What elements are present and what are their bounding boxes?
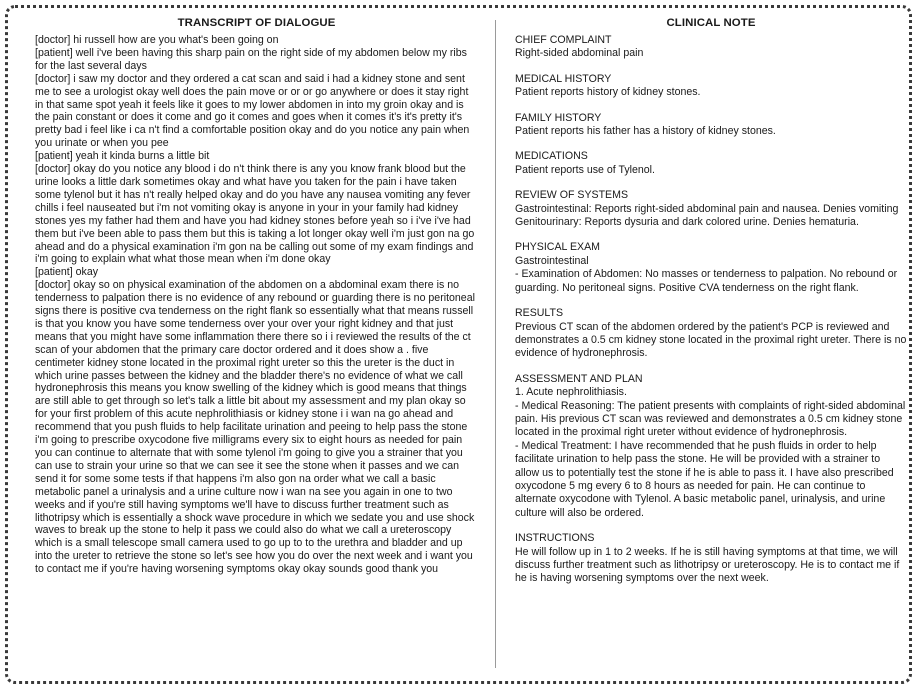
section-title: REVIEW OF SYSTEMS — [515, 189, 629, 202]
dialogue-turn: [doctor] i saw my doctor and they ordered a cat scan and said i had a kidney stone and sent me to see a urologist okay well does the pain move or or or go anywhere or does it stay right in that same spot yeah it feels like it goes to my lower abdomen in into my groin okay and is the pain constant or does it come and go it comes and goes when it comes it's it's pretty it's pretty bad i feel like i ca n't find a comfortable position okay and do you notice any pain when you urinate or when you pee — [35, 72, 470, 150]
section-instructions — [515, 532, 907, 586]
dialogue-turn: [doctor] okay do you notice any blood i do n't think there is any you know frank blood but the urine looks a little dark sometimes okay and what have you taken for the pain i have taken some tylenol but it has n't really helped okay and do you have any nausea vomiting any fever chills i feel nauseated but i'm not vomiting okay is anyone in your in your family had kidney stones yes my father had them and have you had kidney stones before yeah so i i've i've had them but i've been able to pass them but this is taking a lot longer okay well i'm just gon na go ahead and do a physical examination i'm gon na be calling out some of my exam findings and i'm going to explain what what those mean when i'm done okay — [35, 163, 475, 266]
section-line: - Medical Reasoning: The patient presents with complaints of right-sided abdominal pain. His previous CT scan was reviewed and demonstrates a 0.5 cm kidney stone located in the proximal right ureter without evidence of hydronephrosis. — [515, 399, 906, 439]
section-family-history — [515, 112, 907, 139]
section-line: Right-sided abdominal pain — [515, 47, 644, 60]
document-frame — [5, 5, 912, 684]
section-line: Gastrointestinal — [515, 254, 589, 267]
column-divider — [495, 20, 496, 668]
section-physical-exam — [515, 241, 907, 295]
section-line: - Medical Treatment: I have recommended that he push fluids in order to help facilitate urination to help pass the stone. He will be provided with a strainer to allow us to potentially test the stone if he is able to pass it. I have also prescribed oxycodone 5 mg every 6 to 8 hours as needed for pain. He can continue to alternate oxycodone with Tylenol. A basic metabolic panel, urinalysis, and urine culture will also be ordered. — [515, 439, 894, 519]
section-line: Previous CT scan of the abdomen ordered by the patient's PCP is reviewed and demonstrates a 0.5 cm kidney stone located in the proximal right ureter. There is no evidence of hydronephrosis. — [515, 320, 907, 360]
section-line: Patient reports history of kidney stones. — [515, 86, 701, 99]
clinical-note-heading: CLINICAL NOTE — [666, 17, 756, 29]
section-assessment-and-plan — [515, 373, 907, 520]
section-medications — [515, 150, 907, 177]
section-line: 1. Acute nephrolithiasis. — [515, 386, 627, 399]
dialogue-turn: [patient] well i've been having this sharp pain on the right side of my abdomen below my ribs for the last several days — [35, 46, 467, 72]
section-medical-history — [515, 73, 907, 100]
transcript-body — [35, 34, 478, 576]
transcript-heading: TRANSCRIPT OF DIALOGUE — [177, 17, 336, 29]
section-chief-complaint — [515, 34, 907, 61]
dialogue-turn: [doctor] hi russell how are you what's been going on — [35, 34, 279, 46]
section-line: - Examination of Abdomen: No masses or tenderness to palpation. No rebound or guarding. No peritoneal signs. Positive CVA tenderness on the right flank. — [515, 268, 898, 294]
section-line: Patient reports his father has a history of kidney stones. — [515, 125, 776, 138]
section-title: INSTRUCTIONS — [515, 532, 595, 545]
section-title: MEDICATIONS — [515, 150, 588, 163]
clinical-note-column — [515, 16, 907, 598]
section-title: CHIEF COMPLAINT — [515, 34, 612, 46]
section-title: MEDICAL HISTORY — [515, 72, 612, 85]
section-title: FAMILY HISTORY — [515, 111, 602, 124]
section-line: Patient reports use of Tylenol. — [515, 163, 655, 176]
section-line: Gastrointestinal: Reports right-sided abdominal pain and nausea. Denies vomiting — [515, 202, 899, 215]
section-line: He will follow up in 1 to 2 weeks. If he is still having symptoms at that time, we will discuss further treatment such as lithotripsy or ureteroscopy. He is to contact me if he is having worsening symptoms over the next week. — [515, 545, 900, 585]
dialogue-turn: [patient] yeah it kinda burns a little bit — [35, 150, 210, 163]
section-title: RESULTS — [515, 307, 564, 320]
section-title: PHYSICAL EXAM — [515, 241, 600, 254]
section-line: Genitourinary: Reports dysuria and dark colored urine. Denies hematuria. — [515, 216, 859, 229]
dialogue-turn: [doctor] okay so on physical examination of the abdomen on a abdominal exam there is no tenderness to palpation there is no evidence of any rebound or guarding there is no peritoneal signs there is positive cva tenderness on the right flank so essentially what that means russell is that you know you have some tenderness over your over your right kidney and that just means that you might have some inflammation there there so i i reviewed the results of the ct scan of your abdomen that the primary care doctor ordered and it does show a . five centimeter kidney stone located in the proximal right ureter so this the ureter is the duct in which urine passes between the kidney and the bladder there's no evidence of what we call hydronephrosis this means you know swelling of the kidney which is good means that things are still able to get through so let's talk a little bit about my assessment and my plan okay so for your first problem of this acute nephrolithiasis or kidney stone i i wan na go ahead and recommend that you push fluids to help facilitate urination and peeing to help pass the stone i'm going to prescribe oxycodone five milligrams every six to eight hours as needed for pain you can continue to alternate that with some tylenol i'm going to give you a strainer that you can use to strain your urine so that we can see it see the stone when it passes and we can send it for some some tests if that happens i'm also gon na order what we call a basic metabolic panel a urinalysis and a urine culture now i wan na see you again in one to two weeks and if you're still having symptoms we'll have to discuss further treatment such as lithotripsy which is essentially a shock wave procedure in which we sedate you and use shock waves to break up the stone to help it pass we could also do what we call a ureteroscopy which is a small telescope small camera used to go up to to the urethra and bladder and up into the ureter to retrieve the stone so let's see how you do over the next week and i want you to contact me if you're having worsening symptoms okay okay sounds good thank you — [35, 279, 475, 576]
dialogue-turn: [patient] okay — [35, 266, 99, 279]
section-results — [515, 307, 907, 361]
transcript-column — [35, 16, 478, 576]
section-review-of-systems — [515, 189, 907, 229]
section-title: ASSESSMENT AND PLAN — [515, 372, 643, 385]
clinical-note-body — [515, 34, 907, 586]
